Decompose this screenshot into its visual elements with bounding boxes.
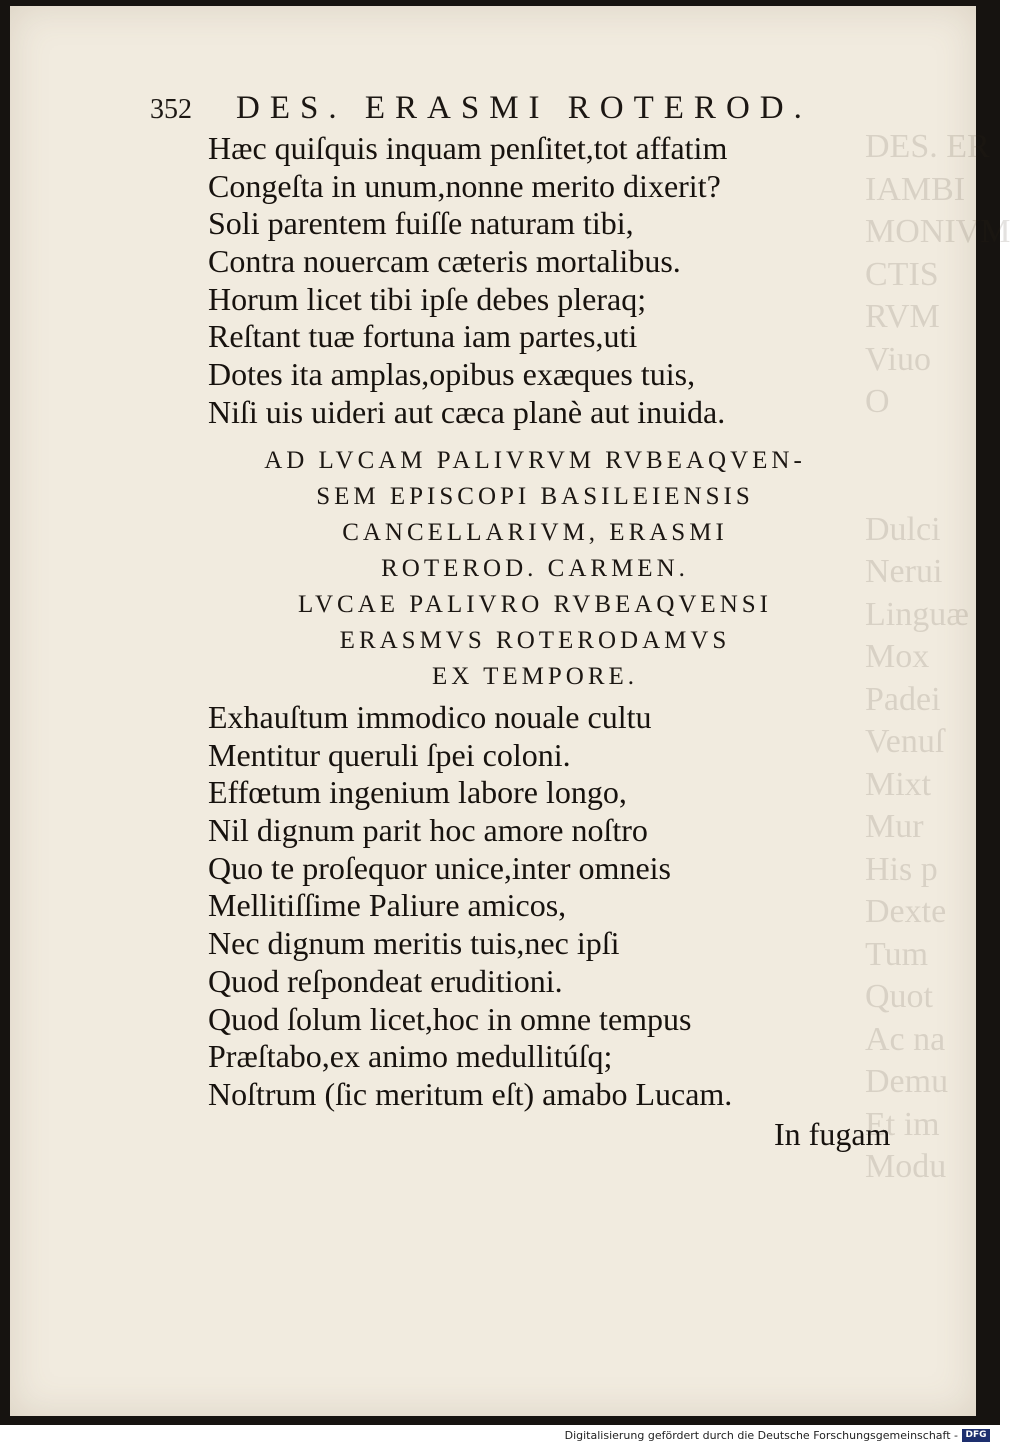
verse-line: Niſi uis uideri aut cæca planè aut inuida. <box>208 393 726 430</box>
bleed-line: Linguæ <box>865 595 969 633</box>
verse-line: Mellitiſſime Paliure amicos, <box>208 887 567 924</box>
verse-block-bottom <box>208 699 908 1114</box>
bleed-line: MONIVM <box>865 213 1010 250</box>
bleed-line: Dexte <box>865 893 947 930</box>
bleed-line: CTIS <box>865 255 939 293</box>
bleed-line: DES. ER <box>865 128 990 165</box>
footer-bar <box>0 1425 1000 1447</box>
running-head <box>150 90 900 134</box>
verse-line: Dotes ita amplas,opibus exæques tuis, <box>208 356 696 393</box>
verse-line: Contra nouercam cæteris mortalibus. <box>208 243 681 280</box>
bleed-line: Modu <box>865 1148 947 1185</box>
bleed-line: Venuſ <box>865 723 945 760</box>
verse-line: Nec dignum meritis tuis,nec ipſi <box>208 925 620 962</box>
bleed-line: RVM <box>865 298 940 335</box>
book-page <box>10 6 1010 1416</box>
bleed-line: Dulci <box>865 510 941 548</box>
verse-line: Mentitur queruli ſpei coloni. <box>208 736 571 773</box>
bleed-line: Tum <box>865 935 929 973</box>
verse-line: Congeſta in unum,nonne merito dixerit? <box>208 167 721 204</box>
heading-line: CANCELLARIVM, ERASMI <box>342 519 728 546</box>
bleed-line: Quot <box>865 978 933 1015</box>
running-title: DES. ERASMI ROTEROD. <box>236 90 812 126</box>
bleed-line: Demu <box>865 1063 949 1100</box>
heading-line: AD LVCAM PALIVRVM RVBEAQVEN- <box>264 447 806 474</box>
dfg-logo: DFG <box>962 1429 990 1442</box>
page-number: 352 <box>150 94 192 125</box>
heading-line: EX TEMPORE. <box>431 663 639 690</box>
verse-line: Reſtant tuæ fortuna iam partes,uti <box>208 318 638 355</box>
bleed-line: Et im <box>865 1105 940 1143</box>
bleed-line: Mox <box>865 638 930 675</box>
verse-line: Hæc quiſquis inquam penſitet,tot affatim <box>208 130 728 166</box>
bleed-line <box>865 466 985 509</box>
bleed-line: O <box>865 383 890 420</box>
bleed-line: Mixt <box>865 765 932 803</box>
verse-block-top <box>208 130 908 432</box>
bleed-line: His p <box>865 850 938 888</box>
verse-line: Præſtabo,ex animo medullitúſq; <box>208 1038 613 1075</box>
verse-line: Noſtrum (ſic meritum eſt) amabo Lucam. <box>208 1075 733 1112</box>
bleed-line: IAMBI <box>865 170 966 208</box>
bleed-line: Viuo <box>865 340 931 378</box>
verse-line: Effœtum ingenium labore longo, <box>208 774 627 811</box>
heading-line: LVCAE PALIVRO RVBEAQVENSI <box>298 591 772 618</box>
poem-heading <box>210 443 860 695</box>
verse-line: Horum licet tibi ipſe debes pleraq; <box>208 280 647 317</box>
catchword: In fugam <box>774 1116 891 1152</box>
verse-line: Quod ſolum licet,hoc in omne tempus <box>208 1000 692 1037</box>
bleed-line: Mur <box>865 808 924 845</box>
bleed-line: Ac na <box>865 1020 946 1058</box>
verse-line: Exhauſtum immodico nouale cultu <box>208 699 652 735</box>
verse-line: Quod reſpondeat eruditioni. <box>208 962 563 999</box>
bleed-line: Nerui <box>865 553 943 590</box>
verse-line: Soli parentem fuiſſe naturam tibi, <box>208 205 634 242</box>
heading-line: SEM EPISCOPI BASILEIENSIS <box>316 483 754 510</box>
funding-credit: Digitalisierung gefördert durch die Deutsche Forschungsgemeinschaft - <box>564 1429 958 1442</box>
bleed-line: Padei <box>865 680 941 718</box>
verse-line: Nil dignum parit hoc amore noſtro <box>208 812 648 849</box>
heading-line: ROTEROD. CARMEN. <box>381 555 689 582</box>
heading-line: ERASMVS ROTERODAMVS <box>339 627 731 654</box>
verse-line: Quo te proſequor unice,inter omneis <box>208 849 671 886</box>
